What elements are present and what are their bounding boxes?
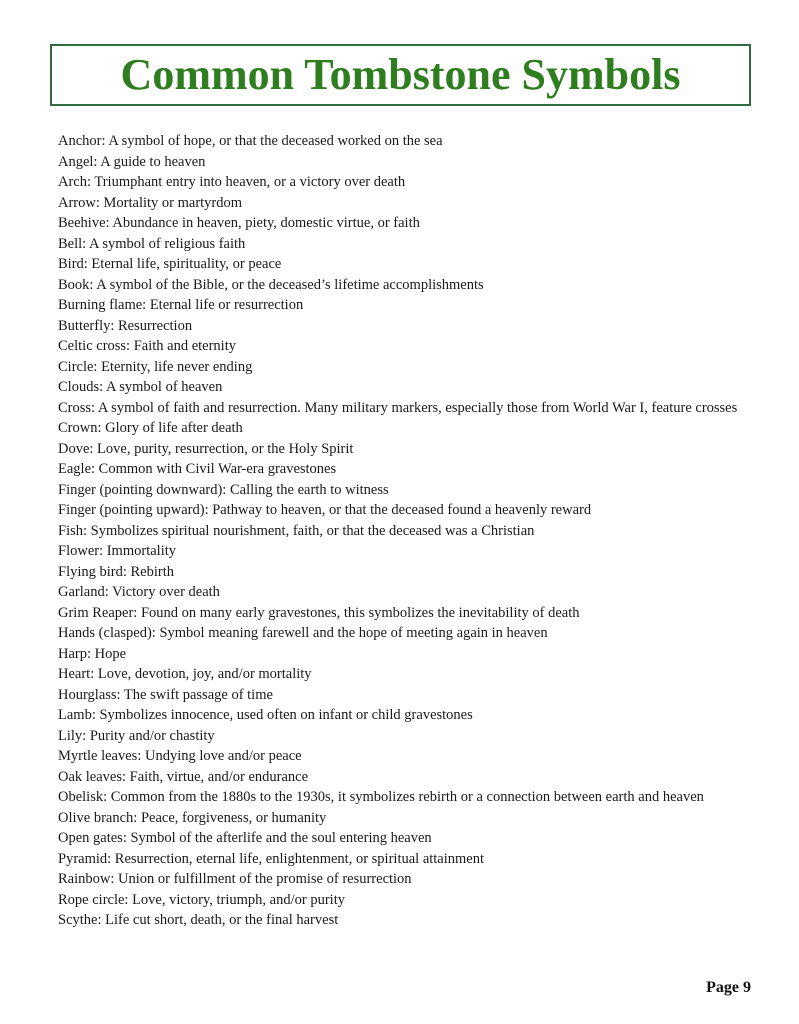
- symbol-entry: Butterfly: Resurrection: [58, 317, 193, 334]
- symbol-entry: Burning flame: Eternal life or resurrection: [58, 297, 304, 313]
- symbol-entry: Garland: Victory over death: [58, 584, 220, 600]
- symbol-entry: Book: A symbol of the Bible, or the deceased’s lifetime accomplishments: [58, 276, 484, 293]
- symbol-entry: Scythe: Life cut short, death, or the final harvest: [58, 912, 339, 928]
- symbol-entry: Celtic cross: Faith and eternity: [58, 338, 236, 354]
- symbol-entry: Finger (pointing downward): Calling the earth to witness: [58, 481, 389, 498]
- symbol-entry: Crown: Glory of life after death: [58, 420, 243, 436]
- symbol-entry: Anchor: A symbol of hope, or that the deceased worked on the sea: [58, 133, 443, 149]
- symbol-entry: Hourglass: The swift passage of time: [58, 686, 273, 703]
- symbol-entry: Hands (clasped): Symbol meaning farewell and the hope of meeting again in heaven: [58, 625, 548, 641]
- symbol-entry: Olive branch: Peace, forgiveness, or humanity: [58, 809, 327, 826]
- symbol-entry: Oak leaves: Faith, virtue, and/or endurance: [58, 768, 309, 785]
- symbol-entry: Dove: Love, purity, resurrection, or the Holy Spirit: [58, 440, 354, 457]
- page-title: Common Tombstone Symbols: [120, 50, 681, 99]
- symbol-entry: Flying bird: Rebirth: [58, 563, 174, 580]
- symbol-entry: Finger (pointing upward): Pathway to heaven, or that the deceased found a heavenly reward: [58, 502, 592, 518]
- symbol-entry: Arrow: Mortality or martyrdom: [58, 194, 243, 211]
- symbol-entry: Lily: Purity and/or chastity: [58, 727, 215, 744]
- symbol-entry: Clouds: A symbol of heaven: [58, 379, 223, 395]
- symbol-entry: Beehive: Abundance in heaven, piety, domestic virtue, or faith: [58, 215, 420, 231]
- page-number: Page 9: [706, 979, 751, 996]
- symbol-list: [58, 131, 758, 931]
- symbol-entry: Angel: A guide to heaven: [58, 153, 206, 170]
- symbol-entry: Circle: Eternity, life never ending: [58, 358, 253, 375]
- symbol-entry: Fish: Symbolizes spiritual nourishment, faith, or that the deceased was a Christian: [58, 522, 535, 539]
- symbol-entry: Flower: Immortality: [58, 543, 176, 559]
- symbol-entry: Rainbow: Union or fulfillment of the promise of resurrection: [58, 871, 412, 887]
- symbol-entry: Grim Reaper: Found on many early gravestones, this symbolizes the inevitability of death: [58, 604, 580, 621]
- symbol-entry: Harp: Hope: [58, 645, 127, 662]
- symbol-entry: Bird: Eternal life, spirituality, or peace: [58, 256, 282, 272]
- symbol-entry: Obelisk: Common from the 1880s to the 1930s, it symbolizes rebirth or a connection between earth and heaven: [58, 789, 704, 805]
- symbol-entry: Rope circle: Love, victory, triumph, and/or purity: [58, 891, 345, 908]
- symbol-entry: Heart: Love, devotion, joy, and/or mortality: [58, 666, 312, 682]
- symbol-entry: Pyramid: Resurrection, eternal life, enlightenment, or spiritual attainment: [58, 850, 485, 867]
- symbol-entry: Open gates: Symbol of the afterlife and the soul entering heaven: [58, 830, 432, 846]
- symbol-entry: Arch: Triumphant entry into heaven, or a victory over death: [58, 174, 406, 190]
- symbol-entry: Eagle: Common with Civil War-era gravestones: [58, 461, 337, 477]
- symbol-entry: Lamb: Symbolizes innocence, used often on infant or child gravestones: [58, 707, 473, 723]
- symbol-entry: Myrtle leaves: Undying love and/or peace: [58, 748, 302, 764]
- symbol-entry: Cross: A symbol of faith and resurrection. Many military markers, especially those from World War I, feature crosses: [58, 399, 738, 416]
- title-box: [50, 44, 751, 106]
- symbol-entry: Bell: A symbol of religious faith: [58, 235, 246, 252]
